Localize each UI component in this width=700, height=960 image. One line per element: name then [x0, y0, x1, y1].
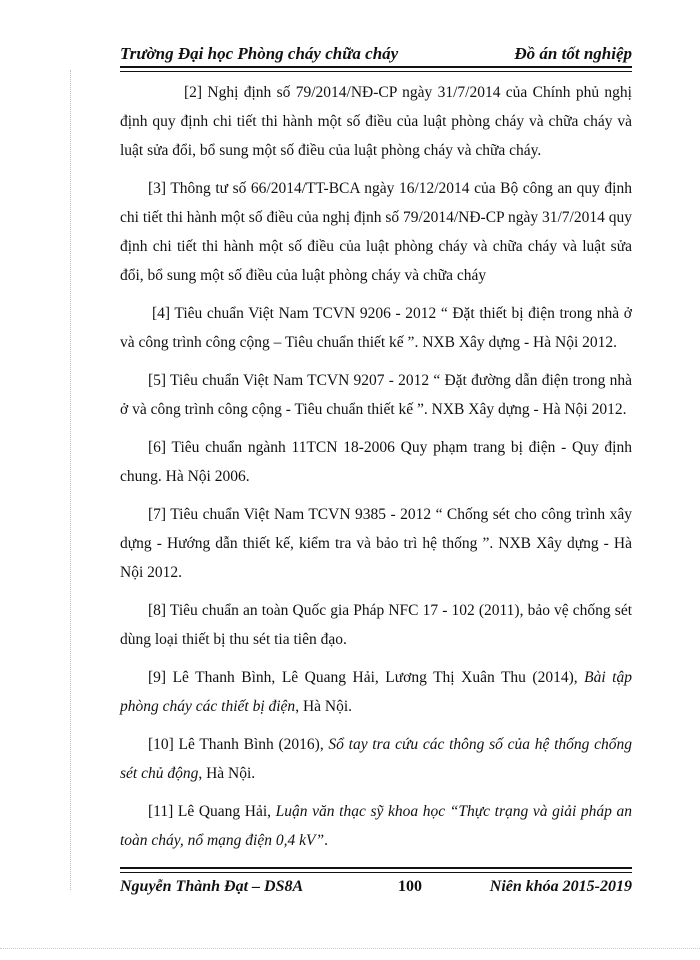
footer-academic-year: Niên khóa 2015-2019	[489, 878, 632, 895]
reference-prefix: [11] Lê Quang Hải,	[148, 803, 276, 820]
reference-item: [6] Tiêu chuẩn ngành 11TCN 18-2006 Quy phạm trang bị điện - Quy định chung. Hà Nội 2006.	[120, 439, 632, 485]
reference-item	[120, 797, 632, 855]
page-break-line	[0, 948, 700, 949]
header-university: Trường Đại học Phòng cháy chữa cháy	[120, 44, 399, 63]
reference-list	[120, 78, 632, 864]
reference-suffix: , Hà Nội.	[198, 765, 256, 782]
page-margin-line	[70, 70, 71, 890]
reference-item: [2] Nghị định số 79/2014/NĐ-CP ngày 31/7/2014 của Chính phủ nghị định quy định chi tiết thi hành một số điều của luật phòng cháy và chữa cháy và luật sửa đổi, bổ sung một số điều của luật phòng cháy và chữa cháy.	[120, 84, 632, 159]
reference-suffix: , Hà Nội.	[295, 698, 353, 715]
reference-item: [3] Thông tư số 66/2014/TT-BCA ngày 16/12/2014 của Bộ công an quy định chi tiết thi hành một số điều của nghị định số 79/2014/NĐ-CP ngày 31/7/2014 quy định chi tiết thi hành một số điều của luật phòng cháy và chữa cháy và luật sửa đổi, bổ sung một số điều của luật phòng cháy và chữa cháy	[120, 180, 632, 284]
reference-item: [5] Tiêu chuẩn Việt Nam TCVN 9207 - 2012 “ Đặt đường dẫn điện trong nhà ở và công trình công cộng - Tiêu chuẩn thiết kế ”. NXB Xây dựng - Hà Nội 2012.	[120, 372, 632, 418]
reference-item: [8] Tiêu chuẩn an toàn Quốc gia Pháp NFC 17 - 102 (2011), bảo vệ chống sét dùng loại thiết bị thu sét tia tiên đạo.	[120, 602, 632, 648]
page-number: 100	[398, 878, 422, 895]
reference-suffix: .	[324, 832, 328, 849]
reference-title: Bài tập phòng cháy các thiết bị điện	[120, 669, 632, 715]
header-document-type: Đồ án tốt nghiệp	[514, 44, 632, 63]
reference-item: [7] Tiêu chuẩn Việt Nam TCVN 9385 - 2012 “ Chống sét cho công trình xây dựng - Hướng dẫn thiết kế, kiểm tra và bảo trì hệ thống ”. NXB Xây dựng - Hà Nội 2012.	[120, 506, 632, 581]
reference-prefix: [9] Lê Thanh Bình, Lê Quang Hải, Lương Thị Xuân Thu (2014),	[148, 669, 585, 686]
reference-title: Sổ tay tra cứu các thông số của hệ thống chống sét chủ động	[120, 736, 632, 782]
page-header	[120, 40, 632, 64]
reference-title: Luận văn thạc sỹ khoa học “Thực trạng và giải pháp an toàn cháy, nổ mạng điện 0,4 kV”	[120, 803, 632, 849]
reference-item: [4] Tiêu chuẩn Việt Nam TCVN 9206 - 2012 “ Đặt thiết bị điện trong nhà ở và công trình công cộng – Tiêu chuẩn thiết kế ”. NXB Xây dựng - Hà Nội 2012.	[120, 305, 632, 351]
footer-author: Nguyễn Thành Đạt – DS8A	[120, 878, 304, 895]
reference-prefix: [10] Lê Thanh Bình (2016),	[148, 736, 329, 753]
footer-rule	[120, 867, 632, 873]
header-rule	[120, 66, 632, 72]
reference-item	[120, 730, 632, 788]
reference-item	[120, 663, 632, 721]
page-footer	[120, 878, 632, 902]
